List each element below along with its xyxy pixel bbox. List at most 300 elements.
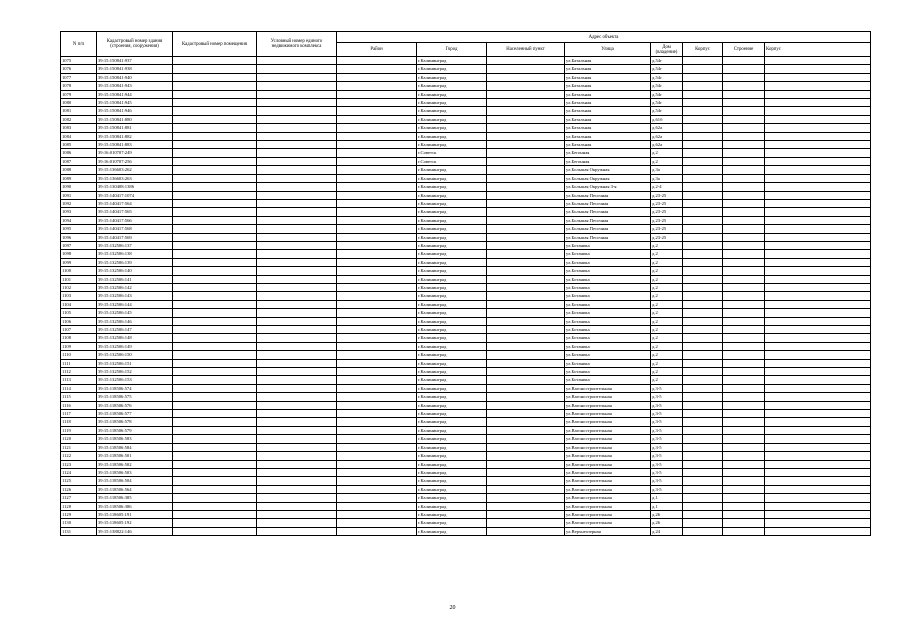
cell-complex-number [257, 141, 337, 149]
cell-complex-number [257, 174, 337, 182]
cell-korpus [683, 157, 723, 165]
cell-street: ул.Вагоностроительная [565, 485, 651, 493]
cell-house: д.2 [651, 275, 683, 283]
header-house: Дом (владение) [651, 43, 683, 57]
cell-street: ул.Ботаника [565, 351, 651, 359]
cell-settlement [487, 359, 565, 367]
cell-stroenie [723, 334, 765, 342]
cell-complex-number [257, 460, 337, 468]
cell-district [337, 99, 417, 107]
cell-korpus [683, 410, 723, 418]
cell-street: ул.Батальная [565, 65, 651, 73]
cell-stroenie [723, 132, 765, 140]
cell-litera [765, 384, 871, 392]
cell-district [337, 326, 417, 334]
cell-district [337, 351, 417, 359]
cell-cadastral-room [173, 460, 257, 468]
cell-stroenie [723, 359, 765, 367]
cell-litera [765, 435, 871, 443]
cell-litera [765, 426, 871, 434]
cell-settlement [487, 334, 565, 342]
table-row [61, 216, 871, 224]
cell-litera [765, 267, 871, 275]
cell-district [337, 527, 417, 535]
cell-stroenie [723, 477, 765, 485]
cell-litera [765, 132, 871, 140]
cell-district [337, 435, 417, 443]
cell-city: г.Калининград [417, 502, 487, 510]
cell-cadastral-room [173, 174, 257, 182]
cell-cadastral-room [173, 418, 257, 426]
cell-house: д.23-25 [651, 191, 683, 199]
table-row [61, 275, 871, 283]
cell-stroenie [723, 149, 765, 157]
cell-settlement [487, 183, 565, 191]
cell-settlement [487, 494, 565, 502]
cell-number: 1119 [61, 426, 97, 434]
cell-korpus [683, 141, 723, 149]
cell-city: г.Калининград [417, 384, 487, 392]
cell-house: д.2 [651, 359, 683, 367]
cell-stroenie [723, 317, 765, 325]
cell-korpus [683, 393, 723, 401]
cell-settlement [487, 258, 565, 266]
cell-litera [765, 300, 871, 308]
cell-cadastral-building: 39:15:140417:1074 [97, 191, 173, 199]
cell-city: г.Калининград [417, 166, 487, 174]
cell-district [337, 82, 417, 90]
cell-cadastral-building: 39:15:132506:141 [97, 275, 173, 283]
cell-city: г.Советск [417, 157, 487, 165]
cell-city: г.Калининград [417, 452, 487, 460]
cell-settlement [487, 57, 565, 65]
cell-cadastral-building: 39:15:140417:569 [97, 233, 173, 241]
cell-house: д.3-5 [651, 401, 683, 409]
cell-house: д.2 [651, 351, 683, 359]
cell-settlement [487, 401, 565, 409]
cell-complex-number [257, 99, 337, 107]
cell-korpus [683, 368, 723, 376]
cell-litera [765, 250, 871, 258]
cell-complex-number [257, 393, 337, 401]
cell-cadastral-building: 39:15:136603:262 [97, 166, 173, 174]
cell-city: г.Калининград [417, 401, 487, 409]
cell-street: ул.Вагоностроительная [565, 519, 651, 527]
cell-street: ул.Большая Окружная 3-я [565, 183, 651, 191]
cell-street: ул.Вагоностроительная [565, 494, 651, 502]
table-row [61, 519, 871, 527]
cell-house: д.2 [651, 317, 683, 325]
cell-house: д.2 [651, 250, 683, 258]
cell-stroenie [723, 57, 765, 65]
cell-cadastral-building: 39:15:118506:504 [97, 477, 173, 485]
cell-settlement [487, 342, 565, 350]
table-row [61, 166, 871, 174]
cell-stroenie [723, 452, 765, 460]
cell-korpus [683, 351, 723, 359]
table-row [61, 485, 871, 493]
table-row [61, 317, 871, 325]
cell-district [337, 468, 417, 476]
cell-house: д.2 [651, 334, 683, 342]
cell-korpus [683, 82, 723, 90]
cell-cadastral-building: 39:15:118506:501 [97, 452, 173, 460]
cell-district [337, 124, 417, 132]
cell-settlement [487, 468, 565, 476]
table-row [61, 191, 871, 199]
cell-district [337, 494, 417, 502]
cell-house: д.54г [651, 82, 683, 90]
cell-cadastral-room [173, 99, 257, 107]
cell-house: д.54г [651, 73, 683, 81]
cell-cadastral-room [173, 149, 257, 157]
cell-korpus [683, 309, 723, 317]
cell-house: д.24 [651, 527, 683, 535]
cell-street: ул.Большая Окружная [565, 174, 651, 182]
cell-house: д.3а [651, 174, 683, 182]
cell-complex-number [257, 199, 337, 207]
cell-street: ул.Верхнеозерная [565, 527, 651, 535]
table-row [61, 300, 871, 308]
cell-korpus [683, 384, 723, 392]
cell-number: 1107 [61, 326, 97, 334]
table-row [61, 258, 871, 266]
cell-street: ул.Вагоностроительная [565, 401, 651, 409]
cell-complex-number [257, 157, 337, 165]
cell-street: ул.Большая Песочная [565, 216, 651, 224]
cell-house: д.23-25 [651, 199, 683, 207]
cell-street: ул.Вагоностроительная [565, 477, 651, 485]
cell-stroenie [723, 90, 765, 98]
cell-litera [765, 292, 871, 300]
table-row [61, 241, 871, 249]
cell-number: 1094 [61, 216, 97, 224]
cell-stroenie [723, 199, 765, 207]
cell-settlement [487, 132, 565, 140]
cell-street: ул.Вагоностроительная [565, 435, 651, 443]
cell-street: ул.Батальная [565, 73, 651, 81]
table-row [61, 426, 871, 434]
cell-korpus [683, 359, 723, 367]
table-row [61, 510, 871, 518]
cell-litera [765, 90, 871, 98]
cell-house: д.23-25 [651, 233, 683, 241]
cell-district [337, 342, 417, 350]
cell-stroenie [723, 426, 765, 434]
table-row [61, 57, 871, 65]
cell-settlement [487, 99, 565, 107]
table-row [61, 384, 871, 392]
cell-korpus [683, 283, 723, 291]
cell-complex-number [257, 208, 337, 216]
cell-stroenie [723, 384, 765, 392]
cell-number: 1076 [61, 65, 97, 73]
table-row [61, 65, 871, 73]
cell-settlement [487, 317, 565, 325]
cell-house: д.26 [651, 510, 683, 518]
cell-street: ул.Вагоностроительная [565, 393, 651, 401]
cell-house: д.2 [651, 267, 683, 275]
cell-stroenie [723, 485, 765, 493]
cell-city: г.Калининград [417, 267, 487, 275]
cell-street: ул.Ботаника [565, 300, 651, 308]
cell-district [337, 183, 417, 191]
cell-district [337, 502, 417, 510]
cell-city: г.Калининград [417, 233, 487, 241]
cell-cadastral-room [173, 502, 257, 510]
cell-cadastral-room [173, 216, 257, 224]
cell-cadastral-building: 39:15:132506:142 [97, 283, 173, 291]
table-row [61, 225, 871, 233]
cell-street: ул.Вагоностроительная [565, 452, 651, 460]
cell-litera [765, 141, 871, 149]
table-row [61, 502, 871, 510]
cell-district [337, 477, 417, 485]
cell-korpus [683, 342, 723, 350]
cell-number: 1103 [61, 292, 97, 300]
cell-settlement [487, 141, 565, 149]
cell-litera [765, 275, 871, 283]
cell-street: ул.Батальная [565, 82, 651, 90]
cell-city: г.Калининград [417, 250, 487, 258]
cell-settlement [487, 149, 565, 157]
cell-house: д.3-5 [651, 468, 683, 476]
cell-cadastral-room [173, 141, 257, 149]
cell-settlement [487, 418, 565, 426]
cell-complex-number [257, 384, 337, 392]
cell-house: д.3-5 [651, 443, 683, 451]
cell-city: г.Калининград [417, 73, 487, 81]
cell-number: 1116 [61, 401, 97, 409]
cell-litera [765, 326, 871, 334]
cell-korpus [683, 401, 723, 409]
cell-stroenie [723, 73, 765, 81]
cell-complex-number [257, 452, 337, 460]
cell-korpus [683, 527, 723, 535]
cell-district [337, 225, 417, 233]
cell-litera [765, 65, 871, 73]
cell-cadastral-room [173, 368, 257, 376]
cell-cadastral-building: 39:15:118506:578 [97, 418, 173, 426]
cell-cadastral-room [173, 393, 257, 401]
cell-korpus [683, 233, 723, 241]
cell-korpus [683, 300, 723, 308]
cell-cadastral-building: 39:15:132506:151 [97, 359, 173, 367]
header-street: Улица [565, 43, 651, 57]
cell-city: г.Калининград [417, 141, 487, 149]
cell-complex-number [257, 376, 337, 384]
table-row [61, 174, 871, 182]
cell-number: 1079 [61, 90, 97, 98]
cell-city: г.Калининград [417, 300, 487, 308]
cell-cadastral-building: 39:15:118506:575 [97, 393, 173, 401]
cell-district [337, 401, 417, 409]
table-row [61, 292, 871, 300]
cell-korpus [683, 443, 723, 451]
cell-city: г.Калининград [417, 115, 487, 123]
cell-complex-number [257, 283, 337, 291]
cell-cadastral-room [173, 208, 257, 216]
cell-number: 1087 [61, 157, 97, 165]
cell-district [337, 460, 417, 468]
cell-number: 1084 [61, 132, 97, 140]
cell-korpus [683, 460, 723, 468]
header-address: Адрес объекта [337, 32, 871, 43]
cell-complex-number [257, 115, 337, 123]
cell-cadastral-room [173, 384, 257, 392]
cell-district [337, 418, 417, 426]
cell-cadastral-building: 39:15:150841:945 [97, 99, 173, 107]
cell-litera [765, 519, 871, 527]
table-row [61, 90, 871, 98]
cell-city: г.Калининград [417, 326, 487, 334]
cell-city: г.Советск [417, 149, 487, 157]
cell-litera [765, 115, 871, 123]
cell-cadastral-room [173, 519, 257, 527]
cell-complex-number [257, 90, 337, 98]
cell-street: ул.Большая Песочная [565, 233, 651, 241]
cell-number: 1126 [61, 485, 97, 493]
cell-street: ул.Ботаника [565, 342, 651, 350]
cell-stroenie [723, 258, 765, 266]
cell-district [337, 57, 417, 65]
cell-complex-number [257, 132, 337, 140]
cell-cadastral-room [173, 57, 257, 65]
cell-district [337, 73, 417, 81]
cell-litera [765, 57, 871, 65]
cell-district [337, 149, 417, 157]
cell-house: д.54г [651, 57, 683, 65]
cell-settlement [487, 107, 565, 115]
cell-number: 1131 [61, 527, 97, 535]
cell-cadastral-room [173, 191, 257, 199]
cell-korpus [683, 208, 723, 216]
cell-litera [765, 225, 871, 233]
cell-cadastral-room [173, 258, 257, 266]
cell-complex-number [257, 519, 337, 527]
cell-litera [765, 309, 871, 317]
cell-cadastral-building: 39:15:132506:149 [97, 342, 173, 350]
cell-cadastral-room [173, 300, 257, 308]
table-row [61, 115, 871, 123]
cell-korpus [683, 166, 723, 174]
table-row [61, 342, 871, 350]
cell-cadastral-building: 39:15:136603:263 [97, 174, 173, 182]
cell-litera [765, 359, 871, 367]
cell-street: ул.Ботаника [565, 317, 651, 325]
property-register-table [60, 31, 871, 536]
cell-complex-number [257, 485, 337, 493]
table-row [61, 477, 871, 485]
cell-city: г.Калининград [417, 510, 487, 518]
cell-cadastral-building: 39:15:150841:946 [97, 107, 173, 115]
cell-stroenie [723, 410, 765, 418]
cell-street: ул.Вагоностроительная [565, 460, 651, 468]
cell-stroenie [723, 443, 765, 451]
cell-city: г.Калининград [417, 283, 487, 291]
cell-settlement [487, 174, 565, 182]
cell-number: 1124 [61, 468, 97, 476]
cell-number: 1082 [61, 115, 97, 123]
cell-number: 1078 [61, 82, 97, 90]
cell-korpus [683, 477, 723, 485]
cell-district [337, 519, 417, 527]
cell-stroenie [723, 208, 765, 216]
cell-litera [765, 157, 871, 165]
cell-street: ул.Вагоностроительная [565, 510, 651, 518]
table-row [61, 334, 871, 342]
cell-district [337, 384, 417, 392]
cell-street: ул.Вагоностроительная [565, 410, 651, 418]
cell-litera [765, 124, 871, 132]
cell-city: г.Калининград [417, 174, 487, 182]
cell-number: 1095 [61, 225, 97, 233]
cell-stroenie [723, 275, 765, 283]
cell-cadastral-room [173, 283, 257, 291]
cell-house: д.23-25 [651, 208, 683, 216]
cell-cadastral-building: 39:15:118605:192 [97, 519, 173, 527]
cell-complex-number [257, 401, 337, 409]
header-city: Город [417, 43, 487, 57]
cell-number: 1083 [61, 124, 97, 132]
cell-number: 1110 [61, 351, 97, 359]
cell-stroenie [723, 174, 765, 182]
cell-house: д.2 [651, 342, 683, 350]
cell-district [337, 90, 417, 98]
cell-cadastral-building: 39:15:130408:1386 [97, 183, 173, 191]
cell-cadastral-room [173, 494, 257, 502]
cell-cadastral-room [173, 132, 257, 140]
cell-number: 1114 [61, 384, 97, 392]
cell-cadastral-room [173, 82, 257, 90]
cell-district [337, 157, 417, 165]
cell-street: ул.Батальная [565, 99, 651, 107]
cell-complex-number [257, 527, 337, 535]
header-korpus: Корпус [683, 43, 723, 57]
cell-street: ул.Большая Песочная [565, 199, 651, 207]
cell-complex-number [257, 510, 337, 518]
cell-house: д.2 [651, 368, 683, 376]
cell-settlement [487, 443, 565, 451]
cell-korpus [683, 65, 723, 73]
cell-korpus [683, 426, 723, 434]
cell-street: ул.Ботаника [565, 258, 651, 266]
cell-house: д.54г [651, 65, 683, 73]
cell-street: ул.Ботаника [565, 250, 651, 258]
cell-city: г.Калининград [417, 494, 487, 502]
cell-complex-number [257, 502, 337, 510]
cell-litera [765, 216, 871, 224]
cell-district [337, 334, 417, 342]
cell-settlement [487, 410, 565, 418]
cell-complex-number [257, 124, 337, 132]
cell-city: г.Калининград [417, 418, 487, 426]
table-body [61, 57, 871, 536]
cell-district [337, 426, 417, 434]
cell-korpus [683, 376, 723, 384]
cell-district [337, 317, 417, 325]
cell-stroenie [723, 225, 765, 233]
cell-complex-number [257, 410, 337, 418]
cell-settlement [487, 435, 565, 443]
cell-district [337, 199, 417, 207]
cell-cadastral-room [173, 359, 257, 367]
cell-settlement [487, 393, 565, 401]
cell-stroenie [723, 233, 765, 241]
cell-stroenie [723, 250, 765, 258]
cell-street: ул.Ботаника [565, 283, 651, 291]
cell-city: г.Калининград [417, 477, 487, 485]
